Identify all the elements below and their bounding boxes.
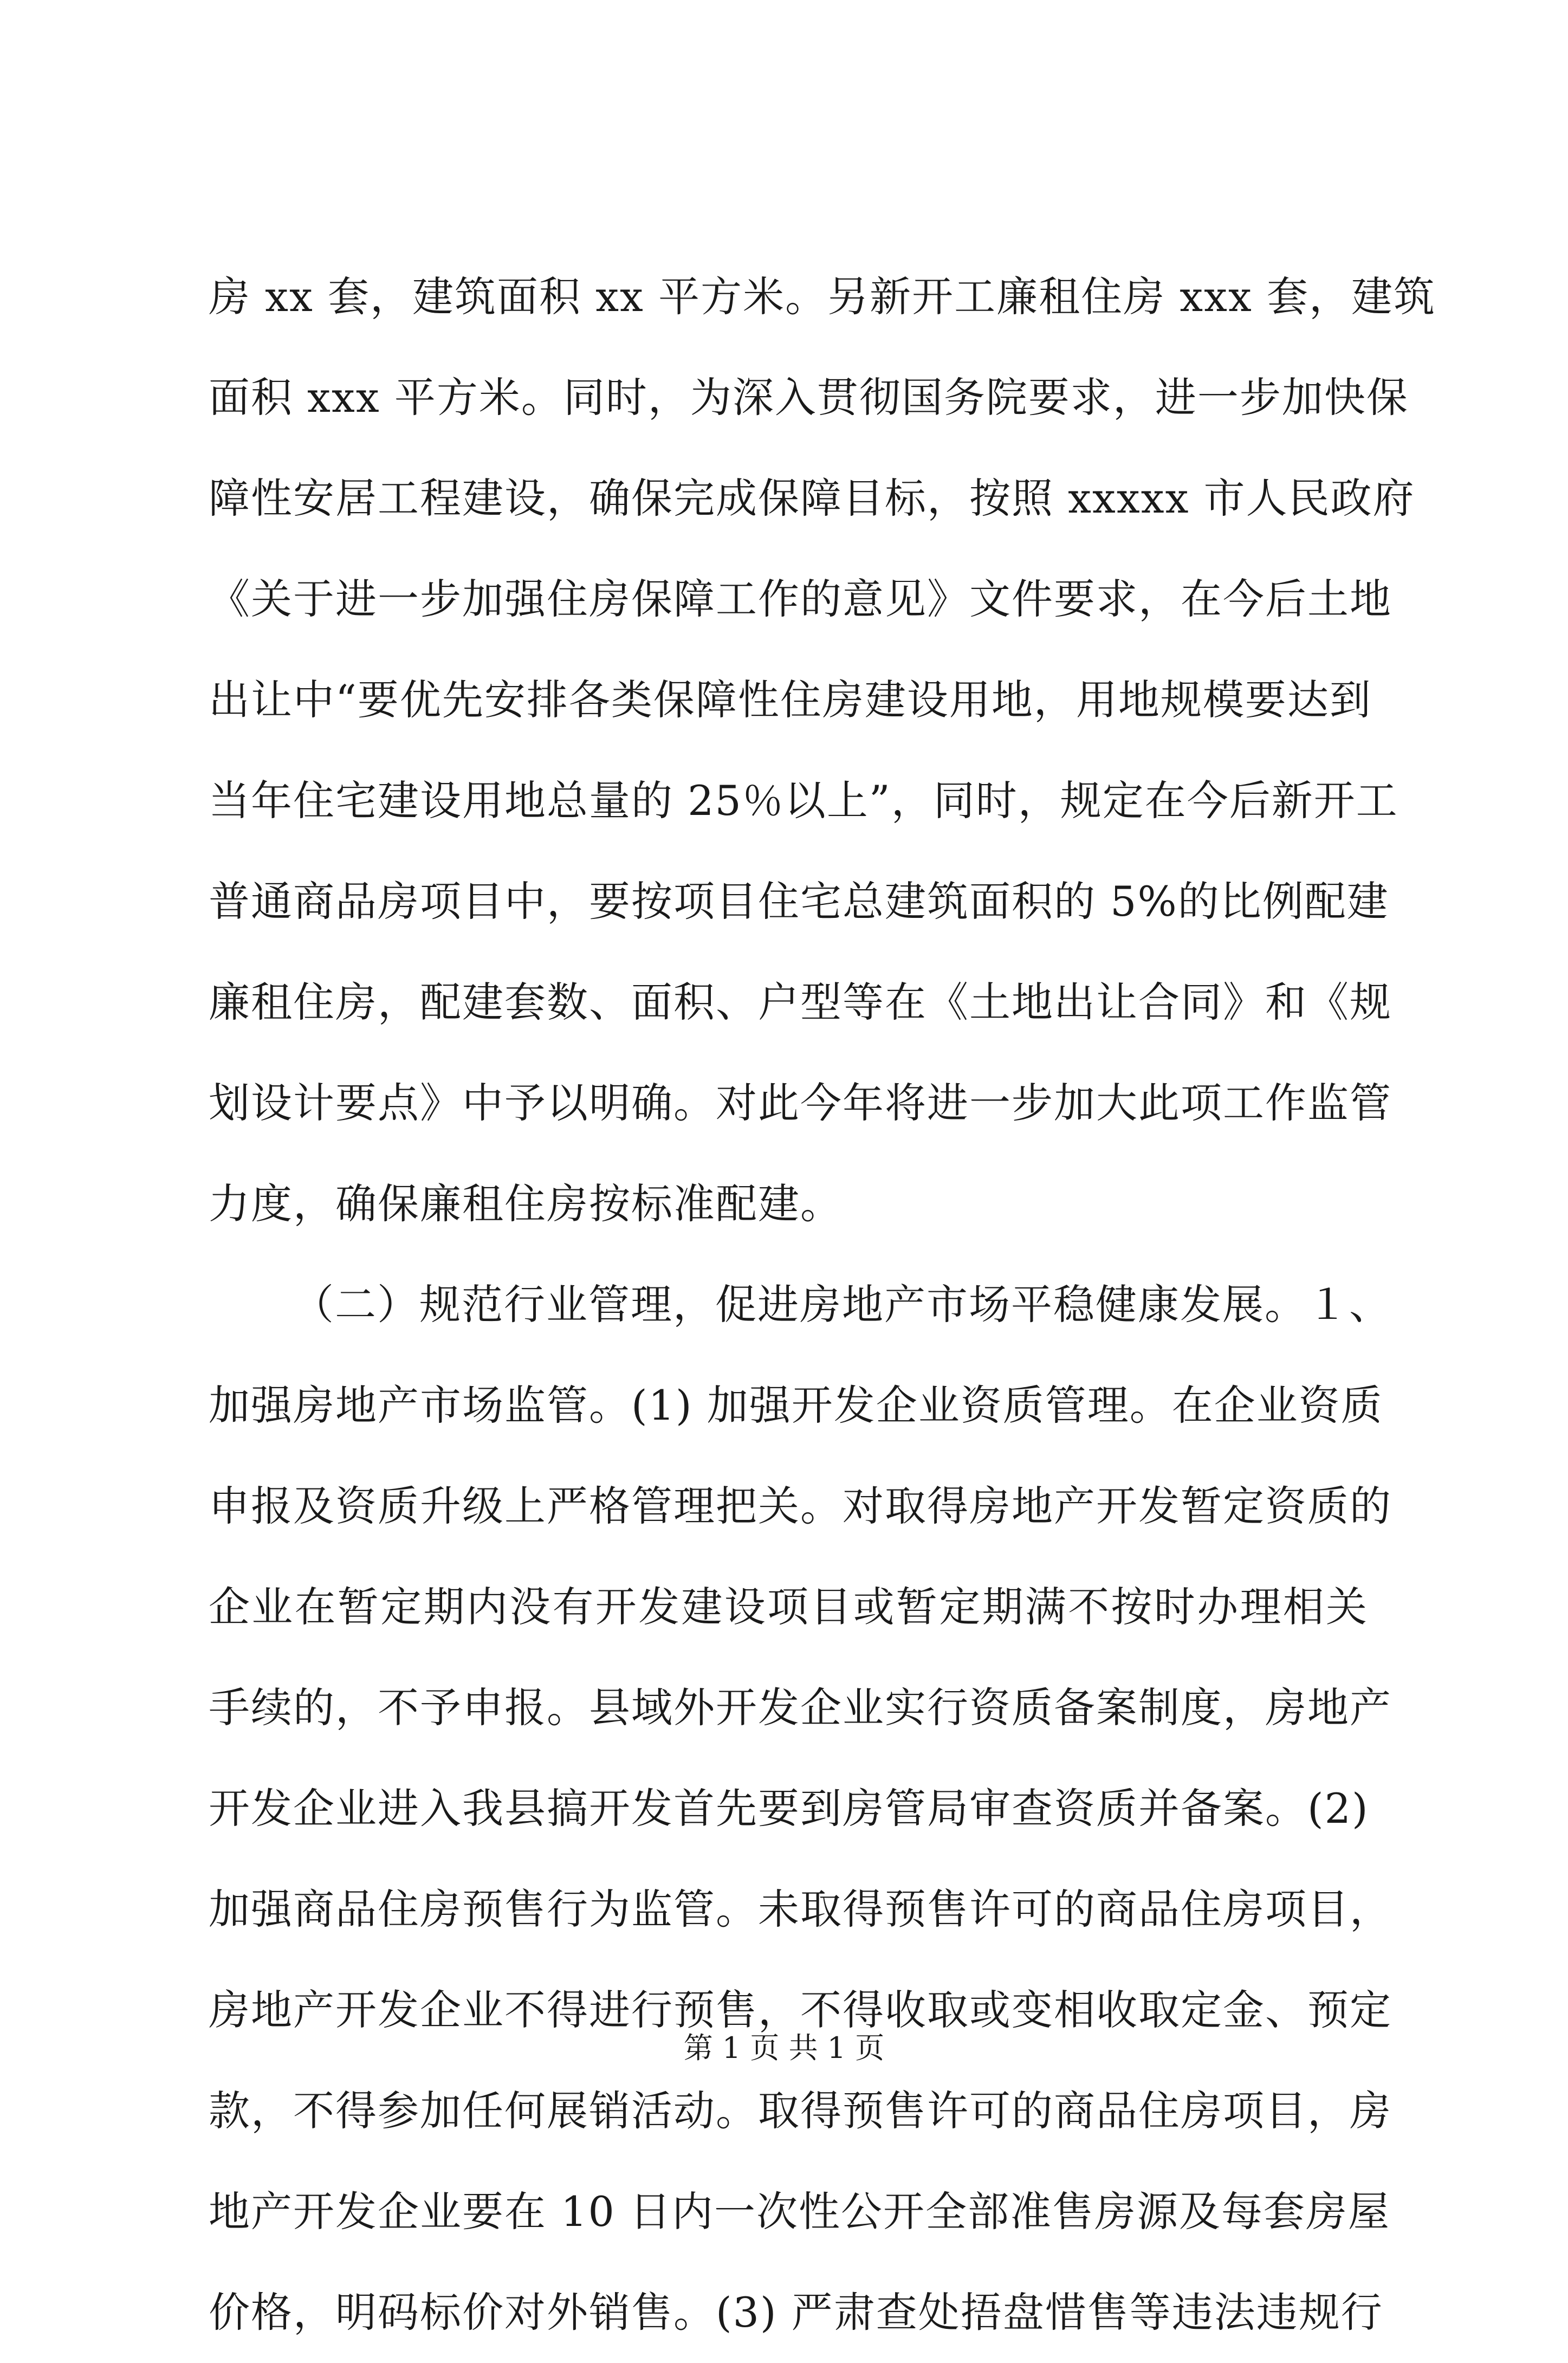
text-line: 普通商品房项目中，要按项目住宅总建筑面积的 5%的比例配建 [209, 877, 1389, 925]
text-line: 力度，确保廉租住房按标准配建。 [209, 1180, 843, 1228]
text-line: 《关于进一步加强住房保障工作的意见》文件要求，在今后土地 [209, 575, 1392, 623]
text-line: 款，不得参加任何展销活动。取得预售许可的商品住房项目，房 [209, 2087, 1392, 2135]
text-line: 加强房地产市场监管。(1) 加强开发企业资质管理。在企业资质 [209, 1381, 1383, 1429]
text-line: 划设计要点》中予以明确。对此今年将进一步加大此项工作监管 [209, 1079, 1392, 1127]
text-line: 开发企业进入我县搞开发首先要到房管局审查资质并备案。(2) [209, 1784, 1369, 1833]
page-footer [0, 2027, 1568, 2070]
section-heading-line: （二）规范行业管理，促进房地产市场平稳健康发展。１、 [293, 1280, 1391, 1329]
text-line: 价格，明码标价对外销售。(3) 严肃查处捂盘惜售等违法违规行 [209, 2288, 1383, 2336]
text-line: 手续的，不予申报。县域外开发企业实行资质备案制度，房地产 [209, 1684, 1392, 1732]
text-line: 申报及资质升级上严格管理把关。对取得房地产开发暂定资质的 [209, 1482, 1392, 1530]
text-line: 面积 xxx 平方米。同时，为深入贯彻国务院要求，进一步加快保 [209, 373, 1409, 422]
text-line: 企业在暂定期内没有开发建设项目或暂定期满不按时办理相关 [209, 1583, 1368, 1631]
text-line: 障性安居工程建设，确保完成保障目标，按照 xxxxx 市人民政府 [209, 474, 1415, 522]
text-line: 房 xx 套，建筑面积 xx 平方米。另新开工廉租住房 xxx 套，建筑 [209, 273, 1436, 321]
text-line: 地产开发企业要在 10 日内一次性公开全部准售房源及每套房屋 [209, 2187, 1391, 2236]
page-number-label: 第 1 页 共 1 页 [683, 2031, 885, 2065]
text-line: 出让中“要优先安排各类保障性住房建设用地，用地规模要达到 [209, 676, 1372, 724]
text-line: 加强商品住房预售行为监管。未取得预售许可的商品住房项目， [209, 1885, 1392, 1933]
text-line: 当年住宅建设用地总量的 25％以上”，同时，规定在今后新开工 [209, 776, 1398, 825]
text-line: 房地产开发企业不得进行预售，不得收取或变相收取定金、预定 [209, 1986, 1392, 2034]
text-line: 廉租住房，配建套数、面积、户型等在《土地出让合同》和《规 [209, 978, 1392, 1026]
